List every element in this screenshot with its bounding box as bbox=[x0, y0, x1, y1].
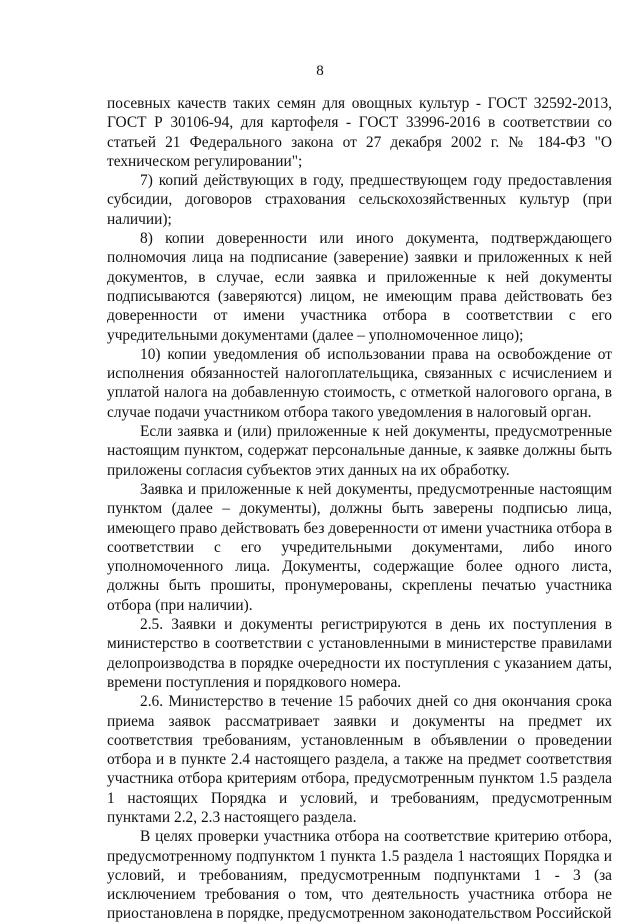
paragraph-item-10: 10) копии уведомления об использовании права на освобождение от исполнения обязанностей налогоплательщика, связанных с исчислением и уплатой налога на добавленную стоимость, с отметкой налогового органа, в случае подачи участником отбора такого уведомления в налоговый орган. bbox=[107, 345, 612, 421]
paragraph-2-6: 2.6. Министерство в течение 15 рабочих дней со дня окончания срока приема заявок рассматривает заявки и документы на предмет их соответствия требованиям, установленным в объявлении о проведении отбора и в пункте 2.4 настоящего раздела, а также на предмет соответствия участника отбора критериям отбора, предусмотренным пунктом 1.5 раздела 1 настоящих Порядка и условий, и требованиям, предусмотренным пунктами 2.2, 2.3 настоящего раздела. bbox=[107, 693, 612, 826]
paragraph-continuation: посевных качеств таких семян для овощных культур - ГОСТ 32592-2013, ГОСТ Р 30106-94, для картофеля - ГОСТ 33996-2016 в соответствии со статьей 21 Федерального закона от 27 декабря 2002 г. № 184-ФЗ "О техническом регулировании"; bbox=[107, 95, 612, 170]
paragraph-verification: В целях проверки участника отбора на соответствие критерию отбора, предусмотренному подпунктом 1 пункта 1.5 раздела 1 настоящих Порядка и условий, и требованиям, предусмотренным подпунктами 1 - 3 (за исключением требования о том, что деятельность участника отбора не приостановлена в порядке, предусмотренном законодательством Российской bbox=[107, 828, 612, 923]
page-number: 8 bbox=[316, 63, 324, 79]
paragraph-item-8: 8) копии доверенности или иного документа, подтверждающего полномочия лица на подписание (заверение) заявки и приложенных к ней документов, в случае, если заявка и приложенные к ней документы подписываются (заверяются) лицом, не имеющим права действовать без доверенности от имени участника отбора в соответствии с его учредительными документами (далее – уполномоченное лицо); bbox=[107, 230, 612, 344]
paragraph-item-7: 7) копий действующих в году, предшествующем году предоставления субсидии, договоров страхования сельскохозяйственных культур (при наличии); bbox=[107, 172, 612, 228]
paragraph-personal-data: Если заявка и (или) приложенные к ней документы, предусмотренные настоящим пунктом, содержат персональные данные, к заявке должны быть приложены согласия субъектов этих данных на их обработку. bbox=[107, 423, 612, 479]
paragraph-2-5: 2.5. Заявки и документы регистрируются в день их поступления в министерство в соответствии с установленными в министерстве правилами делопроизводства в порядке очередности их поступления с указанием даты, времени поступления и порядкового номера. bbox=[107, 616, 612, 691]
document-body bbox=[107, 94, 612, 924]
paragraph-certification: Заявка и приложенные к ней документы, предусмотренные настоящим пунктом (далее – документы), должны быть заверены подписью лица, имеющего право действовать без доверенности от имени участника отбора в соответствии с его учредительными документами, либо иного уполномоченного лица. Документы, содержащие более одного листа, должны быть прошиты, пронумерованы, скреплены печатью участника отбора (при наличии). bbox=[107, 480, 612, 614]
